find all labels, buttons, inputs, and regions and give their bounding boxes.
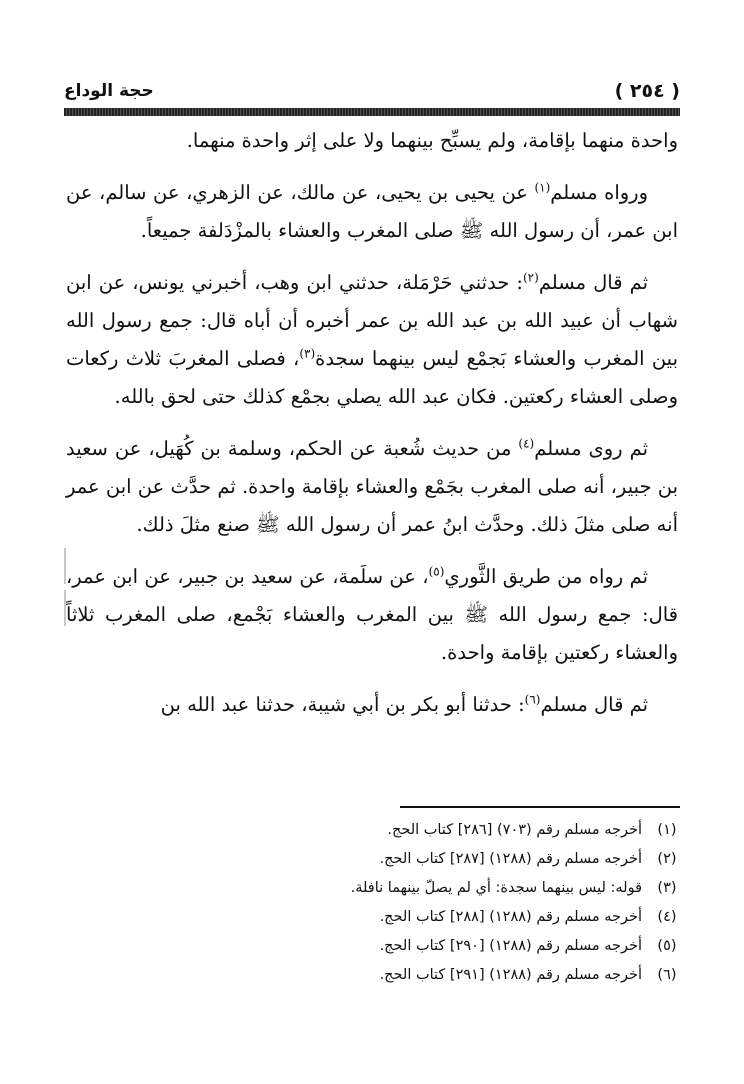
footnote-ref[interactable]: (١) bbox=[534, 180, 551, 195]
paragraph-text: : حدثنا أبو بكر بن أبي شيبة، حدثنا عبد الله بن bbox=[160, 693, 525, 716]
paragraph-text: : حدثني حَرْمَلة، حدثني ابن وهب، أخبرني يونس، عن ابن شهاب أن عبيد الله بن عبد الله بن عمر أخبره أن أباه قال: جمع رسول الله بين المغرب والعشاء بَجمْع ليس بينهما سجدة bbox=[66, 271, 679, 370]
footnote-text: قوله: ليس بينهما سجدة: أي لم يصلّ بينهما نافلة. bbox=[350, 880, 642, 896]
scan-margin-mark bbox=[64, 590, 66, 626]
footnote-separator bbox=[400, 806, 680, 808]
footnote-item bbox=[120, 816, 680, 845]
footnotes-list bbox=[120, 816, 680, 990]
footnote-number: (٦) bbox=[657, 967, 677, 983]
paragraph bbox=[66, 558, 678, 672]
main-text bbox=[66, 122, 678, 724]
paragraph-text: ، فصلى المغربَ ثلاث ركعات وصلى العشاء ركعتين. فكان عبد الله يصلي بجمْع كذلك حتى لحق بالله. bbox=[66, 347, 678, 408]
running-title: حجة الوداع bbox=[64, 81, 154, 101]
footnote-ref[interactable]: (٢) bbox=[522, 270, 539, 285]
footnote-text: أخرجه مسلم رقم (١٢٨٨) [٢٨٧] كتاب الحج. bbox=[379, 851, 642, 867]
footnote-ref[interactable]: (٥) bbox=[428, 564, 445, 579]
footnote-item bbox=[120, 932, 680, 961]
paragraph-text: ، عن سلَمة، عن سعيد بن جبير، عن ابن عمر، قال: جمع رسول الله ﷺ بين المغرب والعشاء بَجْمع، صلى المغرب ثلاثاً والعشاء ركعتين بإقامة واحدة. bbox=[66, 565, 678, 664]
footnote-item bbox=[120, 961, 680, 990]
footnote-text: أخرجه مسلم رقم (١٢٨٨) [٢٨٨] كتاب الحج. bbox=[379, 909, 642, 925]
footnote-number: (٥) bbox=[657, 938, 677, 954]
footnote-number: (٤) bbox=[657, 909, 677, 925]
paragraph bbox=[66, 686, 678, 724]
paragraph bbox=[66, 264, 678, 416]
footnote-ref[interactable]: (٤) bbox=[518, 436, 535, 451]
paragraph-text: ثم رواه من طريق الثَّوري bbox=[444, 565, 649, 588]
paragraph-text: ورواه مسلم bbox=[550, 181, 648, 204]
paragraph-text: من حديث شُعبة عن الحكم، وسلمة بن كُهَيل، عن سعيد بن جبير، أنه صلى المغرب بجَمْع والعشاء بإقامة واحدة. ثم حدَّث عن ابن عمر أنه صلى مثلَ ذلك. وحدَّث ابنُ عمر أن رسول الله ﷺ صنع مثلَ ذلك. bbox=[66, 437, 678, 536]
footnote-text: أخرجه مسلم رقم (١٢٨٨) [٢٩١] كتاب الحج. bbox=[379, 967, 642, 983]
paragraph-text: ثم قال مسلم bbox=[538, 271, 649, 294]
page-number: ( ٢٥٤ ) bbox=[614, 80, 680, 102]
page-header bbox=[64, 76, 680, 106]
paragraph-text: عن يحيى بن يحيى، عن مالك، عن الزهري، عن سالم، عن ابن عمر، أن رسول الله ﷺ صلى المغرب والعشاء بالمزْدَلفة جميعاً. bbox=[66, 181, 678, 242]
footnote-text: أخرجه مسلم رقم (٧٠٣) [٢٨٦] كتاب الحج. bbox=[387, 822, 642, 838]
footnote-number: (١) bbox=[657, 822, 677, 838]
paragraph bbox=[66, 430, 678, 544]
paragraph bbox=[66, 174, 678, 250]
footnote-number: (٣) bbox=[657, 880, 677, 896]
header-rule bbox=[64, 108, 680, 116]
paragraph: واحدة منهما بإقامة، ولم يسبِّح بينهما ولا على إثر واحدة منهما. bbox=[186, 129, 678, 152]
footnote-ref[interactable]: (٣) bbox=[299, 346, 316, 361]
footnote-item bbox=[120, 874, 680, 903]
footnote-item bbox=[120, 903, 680, 932]
footnote-number: (٢) bbox=[657, 851, 677, 867]
paragraph-text: ثم روى مسلم bbox=[534, 437, 648, 460]
footnote-ref[interactable]: (٦) bbox=[524, 692, 541, 707]
footnote-item bbox=[120, 845, 680, 874]
paragraph-text: ثم قال مسلم bbox=[540, 693, 648, 716]
footnote-text: أخرجه مسلم رقم (١٢٨٨) [٢٩٠] كتاب الحج. bbox=[379, 938, 642, 954]
scan-margin-mark bbox=[64, 548, 66, 584]
